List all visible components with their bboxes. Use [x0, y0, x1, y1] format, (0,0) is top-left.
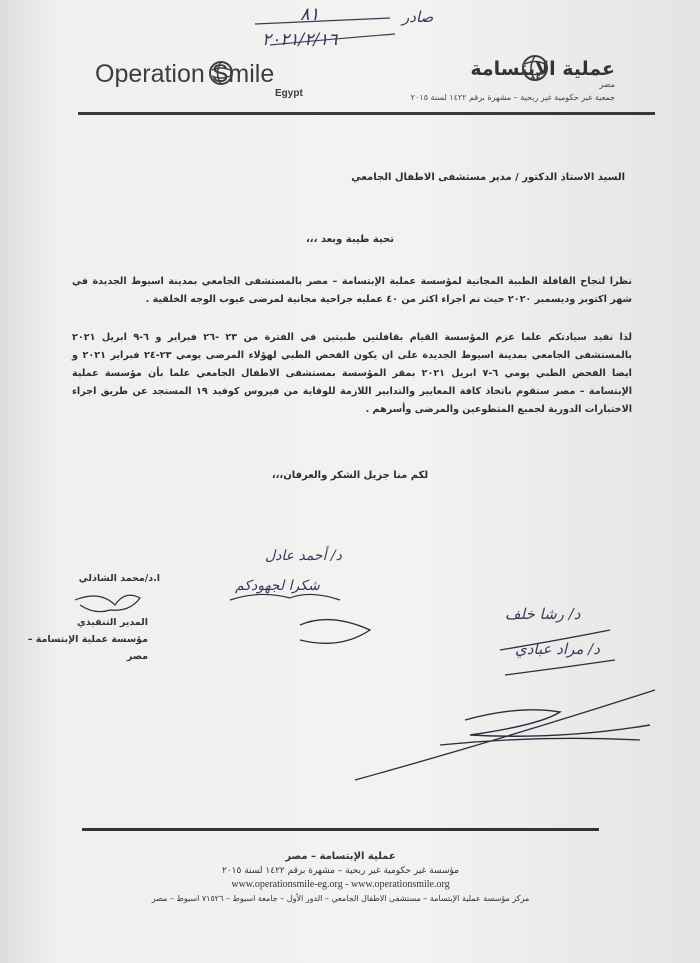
- signatory-title: المدير التنفيذي: [77, 617, 148, 628]
- brand-logo-ar: عملية الإبتسامة: [470, 58, 615, 80]
- header-divider: [78, 112, 655, 115]
- registration-text: جمعية غير حكومية غير ربحية – مشهرة برقم ١٤٢٢ لسنة ٢٠١٥: [410, 93, 615, 102]
- footer-org: عملية الإبتسامة – مصر: [285, 851, 396, 862]
- handwritten-signature-1: د/ رشا خلف: [505, 605, 581, 623]
- handwritten-signature-2: د/ مراد عبادي: [515, 640, 600, 658]
- brand-country-ar: مصر: [599, 80, 615, 89]
- brand-logo-en: [95, 60, 303, 99]
- footer-address: مركز مؤسسة عملية الإبتسامة – مستشفى الاطفال الجامعي – الدور الأول – جامعة اسيوط – ٧١٥٢٦ اسيوط – مصر: [151, 894, 530, 903]
- footer-divider: [82, 828, 599, 831]
- paragraph-1: نظرا لنجاح القافلة الطبية المجانية لمؤسسة عملية الإبتسامة – مصر بالمستشفى الجامعي بمدينة اسيوط الجديدة في شهر اكتوبر وديسمبر ٢٠٢٠ حيث تم اجراء اكثر من ٤٠ عمليه جراحية مجانية لمرضى عيوب الوجه الخلقية .: [72, 276, 632, 305]
- handwritten-out-label: صادر: [402, 8, 434, 26]
- globe-logo-ar-icon: [520, 53, 550, 83]
- footer-registration: مؤسسة غير حكومية غير ربحية – مشهرة برقم ١٤٢٢ لسنة ٢٠١٥: [222, 866, 459, 876]
- paragraph-2: لذا نفيد سيادتكم علما عزم المؤسسة القيام بقافلتين طبيتين في الفترة من ٢٣ -٢٦ فبراير و ٦-٩ ابريل ٢٠٢١ بالمستشفى الجامعي بمدينة اسيوط الجديدة على ان يكون الفحص الطبي لهؤلاء المرضى يومي ٢٣-٢٤ فبراير ٢٠٢١ و ايضا الفحص الطبي يومي ٦-٧ ابريل ٢٠٢١ بمقر المؤسسة بمستشفى الاطفال الجامعي علما بأن مؤسسة عملية الإبتسامة – مصر ستقوم باتخاذ كافة المعايير والتدابير اللازمة للوقاية من فيروس كوفيد ١٩ المستجد عن طريق اجراء الاختبارات الدورية لجميع المتطوعين والمرضى وأسرهم .: [72, 332, 633, 415]
- signatory-org: مؤسسة عملية الإبتسامة – مصر: [27, 634, 148, 662]
- handwritten-note-2: شكرا لجهودكم: [235, 578, 320, 594]
- brand-name-en: Operation Smile: [95, 60, 275, 88]
- handwritten-out-number: ٨١: [300, 4, 320, 25]
- handwritten-date: ٢٠٢١/٢/١٦: [262, 30, 338, 50]
- footer-websites: www.operationsmile-eg.org - www.operationsmile.org: [231, 879, 450, 890]
- addressee: السيد الاستاذ الدكتور / مدير مستشفى الاطفال الجامعي: [351, 172, 625, 183]
- signatory-name: ا.د/محمد الشاذلي: [78, 573, 160, 584]
- globe-logo-icon: [208, 60, 234, 86]
- closing: لكم منا جزيل الشكر والعرفان،،،: [271, 470, 429, 481]
- greeting: تحية طيبة وبعد ،،،: [306, 234, 394, 245]
- brand-country-en: Egypt: [275, 88, 303, 99]
- handwritten-note-1: د/ أحمد عادل: [265, 548, 342, 564]
